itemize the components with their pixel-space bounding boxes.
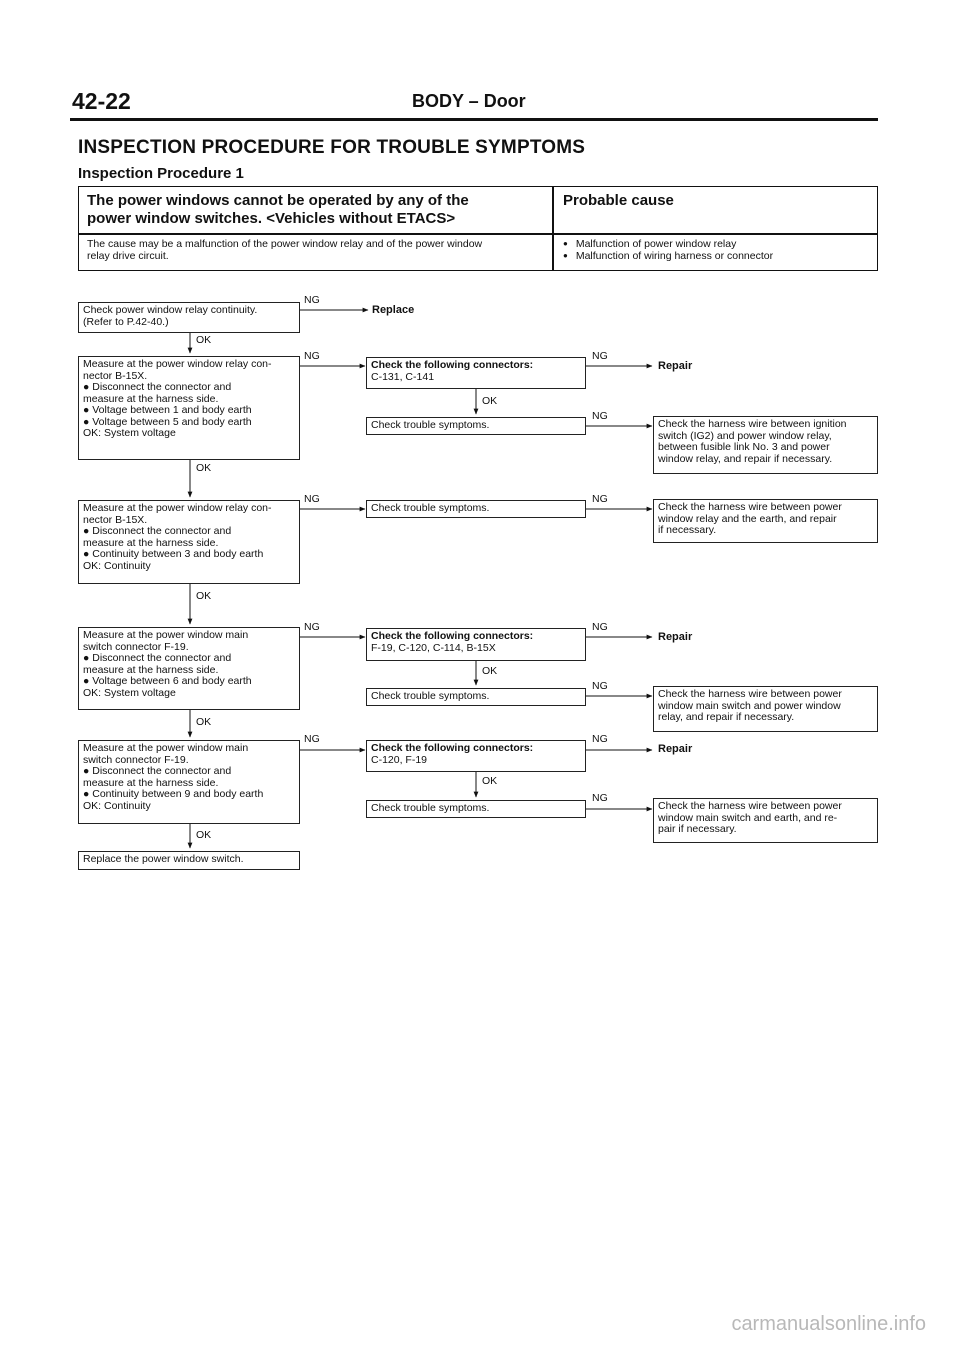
result-repair: Repair <box>658 743 693 755</box>
ng-label: NG <box>592 792 608 804</box>
ng-label: NG <box>304 294 320 306</box>
ok-label: OK <box>196 334 212 346</box>
flow-box-step4: Measure at the power window main switch connector F-19. ● Disconnect the connector and measure at the harness side. ● Voltage between 6 and body earth OK: System voltage <box>78 627 300 710</box>
ok-label: OK <box>482 395 498 407</box>
symptom-heading: The power windows cannot be operated by any of the power window switches. <Vehicles without ETACS> <box>87 192 469 227</box>
flow-box-trouble-2: Check trouble symptoms. <box>366 500 586 518</box>
flow-box-repair-3: Check the harness wire between power window main switch and power window relay, and repair if necessary. <box>653 686 878 732</box>
ng-label: NG <box>592 621 608 633</box>
flow-box-step2: Measure at the power window relay con- nector B-15X. ● Disconnect the connector and measure at the harness side. ● Voltage between 1 and body earth ● Voltage between 5 and body earth OK: System voltage <box>78 356 300 460</box>
flow-box-trouble-3: Check trouble symptoms. <box>366 688 586 706</box>
cause-item: ● Malfunction of wiring harness or connector <box>563 250 773 262</box>
cause-item: ● Malfunction of power window relay <box>563 238 773 250</box>
ng-label: NG <box>304 621 320 633</box>
symptom-description: The cause may be a malfunction of the power window relay and of the power window relay drive circuit. <box>87 238 483 262</box>
ok-label: OK <box>482 775 498 787</box>
flow-box-step1: Check power window relay continuity. (Refer to P.42-40.) <box>78 302 300 333</box>
ng-label: NG <box>592 680 608 692</box>
flow-box-check-connectors-3: Check the following connectors: C-120, F-19 <box>366 740 586 772</box>
ok-label: OK <box>196 716 212 728</box>
ng-label: NG <box>592 733 608 745</box>
ok-label: OK <box>196 829 212 841</box>
ng-label: NG <box>304 733 320 745</box>
ng-label: NG <box>592 350 608 362</box>
ng-label: NG <box>592 410 608 422</box>
page-number: 42-22 <box>72 88 131 114</box>
ok-label: OK <box>196 590 212 602</box>
flow-box-trouble-1: Check trouble symptoms. <box>366 417 586 435</box>
ok-label: OK <box>482 665 498 677</box>
flow-box-repair-4: Check the harness wire between power window main switch and earth, and re- pair if necessary. <box>653 798 878 843</box>
ng-label: NG <box>304 350 320 362</box>
result-repair: Repair <box>658 360 693 372</box>
result-replace: Replace <box>372 304 415 316</box>
page-header-title: BODY – Door <box>412 91 526 111</box>
ok-label: OK <box>196 462 212 474</box>
probable-cause-heading: Probable cause <box>563 192 674 209</box>
flow-box-check-connectors-1: Check the following connectors: C-131, C-141 <box>366 357 586 389</box>
flow-box-step5: Measure at the power window main switch connector F-19. ● Disconnect the connector and measure at the harness side. ● Continuity between 9 and body earth OK: Continuity <box>78 740 300 824</box>
flow-box-check-connectors-2: Check the following connectors: F-19, C-120, C-114, B-15X <box>366 628 586 661</box>
flow-box-repair-2: Check the harness wire between power window relay and the earth, and repair if necessary. <box>653 499 878 543</box>
ng-label: NG <box>592 493 608 505</box>
flow-box-trouble-4: Check trouble symptoms. <box>366 800 586 818</box>
ng-label: NG <box>304 493 320 505</box>
watermark: carmanualsonline.info <box>731 1313 926 1335</box>
flow-box-final: Replace the power window switch. <box>78 851 300 870</box>
flow-box-step3: Measure at the power window relay con- nector B-15X. ● Disconnect the connector and measure at the harness side. ● Continuity between 3 and body earth OK: Continuity <box>78 500 300 584</box>
result-repair: Repair <box>658 631 693 643</box>
flow-box-repair-1: Check the harness wire between ignition switch (IG2) and power window relay, between fusible link No. 3 and power window relay, and repair if necessary. <box>653 416 878 474</box>
section-title: INSPECTION PROCEDURE FOR TROUBLE SYMPTOMS <box>78 137 586 158</box>
procedure-title: Inspection Procedure 1 <box>78 165 244 182</box>
